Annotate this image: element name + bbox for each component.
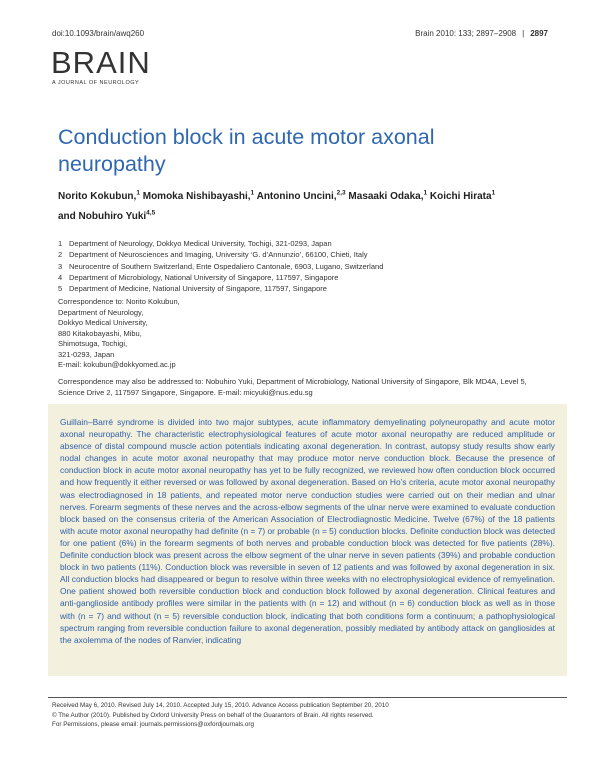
affiliation: 5 Department of Medicine, National University of Singapore, 117597, Singapore bbox=[58, 284, 327, 294]
copyright-notice: © The Author (2010). Published by Oxford University Press on behalf of the Guarantors of Brain. All rights reserved. bbox=[52, 711, 374, 719]
correspondence-line: Correspondence to: Norito Kokubun, bbox=[58, 297, 180, 306]
citation-text: Brain 2010: 133; 2897–2908 bbox=[415, 29, 517, 38]
author: Antonino Uncini,$^{2,3}$ bbox=[256, 190, 346, 203]
correspondence-email: E-mail: kokubun@dokkyomed.ac.jp bbox=[58, 360, 176, 369]
doi: doi:10.1093/brain/awq260 bbox=[52, 29, 145, 38]
abstract-text: Guillain–Barré syndrome is divided into two major subtypes, acute inflammatory demyelinating polyneuropathy and acute motor axonal neuropathy. The characteristic electrophysiological features of acute motor axonal neuropathy are reduced amplitude or absence of distal compound muscle action potentials indicating axonal degeneration. In contrast, autopsy study results show early nodal changes in acute motor axonal neuropathy that may produce motor nerve conduction block. Because the presence of conduction block in acute motor axonal neuropathy has yet to be fully recognized, we reviewed how often conduction block occurred and how frequently it either reversed or was followed by axonal degeneration. Based on Ho’s criteria, acute motor axonal neuropathy was electrodiagnosed in 18 patients, and repeated motor nerve conduction studies were carried out on their median and ulnar nerves. Forearm segments of these nerves and the across-elbow segments of the ulnar nerve were examined to evaluate conduction block based on the consensus criteria of the American Association of Electrodiagnostic Medicine. Twelve (67%) of the 18 patients with acute motor axonal neuropathy had definite (n = 7) or probable (n = 5) conduction blocks. Definite conduction block was detected for one patient (6%) in the forearm segments of both nerves and probable conduction block was detected for five patients (28%). Definite conduction block was present across the elbow segment of the ulnar nerve in seven patients (39%) and probable conduction block in two patients (11%). Conduction block was reversible in seven of 12 patients and was followed by axonal degeneration in six. All conduction blocks had disappeared or begun to resolve within three weeks with no electrophysiological evidence of remyelination. One patient showed both reversible conduction block and conduction block followed by axonal degeneration. Clinical features and anti-ganglioside antibody profiles were similar in the patients with (n = 12) and without (n = 6) conduction block as well as in those with (n = 7) and without (n = 5) reversible conduction block, indicating that both conditions form a continuum; a pathophysiological spectrum ranging from reversible conduction failure to axonal degeneration, possibly mediated by antibody attack on gangliosides at the axolemma of the nodes of Ranvier, indicating bbox=[60, 417, 555, 645]
author: and Nobuhiro Yuki$^{4,5}$ bbox=[58, 209, 156, 222]
correspondence-line: Shimotsuga, Tochigi, bbox=[58, 339, 128, 348]
received-dates: Received May 6, 2010. Revised July 14, 2010. Accepted July 15, 2010. Advance Access publication September 20, 2010 bbox=[52, 702, 389, 709]
affiliation: 3 Neurocentre of Southern Switzerland, Ente Ospedaliero Cantonale, 6903, Lugano, Switzerland bbox=[58, 261, 384, 271]
affiliation: 1 Department of Neurology, Dokkyo Medical University, Tochigi, 321-0293, Japan bbox=[58, 239, 332, 248]
author: Norito Kokubun,$^1$ bbox=[58, 190, 140, 203]
alternate-correspondence: Correspondence may also be addressed to: Nobuhiro Yuki, Department of Microbiology, National University of Singapore, Blk MD4A, Level 5, Science Drive 2, 117597 Singapore, Singapore. E-mail: micyuki@nus.edu.sg bbox=[58, 377, 527, 397]
journal-citation bbox=[415, 29, 548, 38]
correspondence-block bbox=[58, 297, 538, 371]
correspondence-line: Department of Neurology, bbox=[58, 307, 144, 317]
correspondence-line: 880 Kitakobayashi, Mibu, bbox=[58, 328, 142, 338]
affiliation: 2 Department of Neurosciences and Imaging, University ‘G. d’Annunzio’, 66100, Chieti, Italy bbox=[58, 250, 368, 260]
article-title: Conduction block in acute motor axonal neuropathy bbox=[58, 125, 435, 176]
abstract-box bbox=[48, 404, 567, 676]
affiliation: 4 Department of Microbiology, National University of Singapore, 117597, Singapore bbox=[58, 272, 339, 282]
author: Koichi Hirata$^1$ bbox=[429, 190, 496, 203]
citation-separator: | bbox=[522, 29, 525, 38]
author-list bbox=[58, 186, 558, 225]
correspondence-line: Dokkyo Medical University, bbox=[58, 318, 148, 327]
journal-subtitle: A JOURNAL OF NEUROLOGY bbox=[52, 80, 140, 86]
author: Masaaki Odaka,$^1$ bbox=[348, 190, 428, 203]
permissions-notice: For Permissions, please email: journals.permissions@oxfordjournals.org bbox=[52, 721, 255, 728]
journal-logo: BRAIN bbox=[51, 45, 151, 80]
footer-divider bbox=[48, 697, 567, 698]
page-number: 2897 bbox=[530, 29, 548, 38]
correspondence-line: 321-0293, Japan bbox=[58, 349, 115, 359]
author: Momoka Nishibayashi,$^1$ bbox=[142, 190, 255, 203]
affiliation-list bbox=[58, 238, 558, 294]
publication-footer bbox=[52, 701, 552, 730]
